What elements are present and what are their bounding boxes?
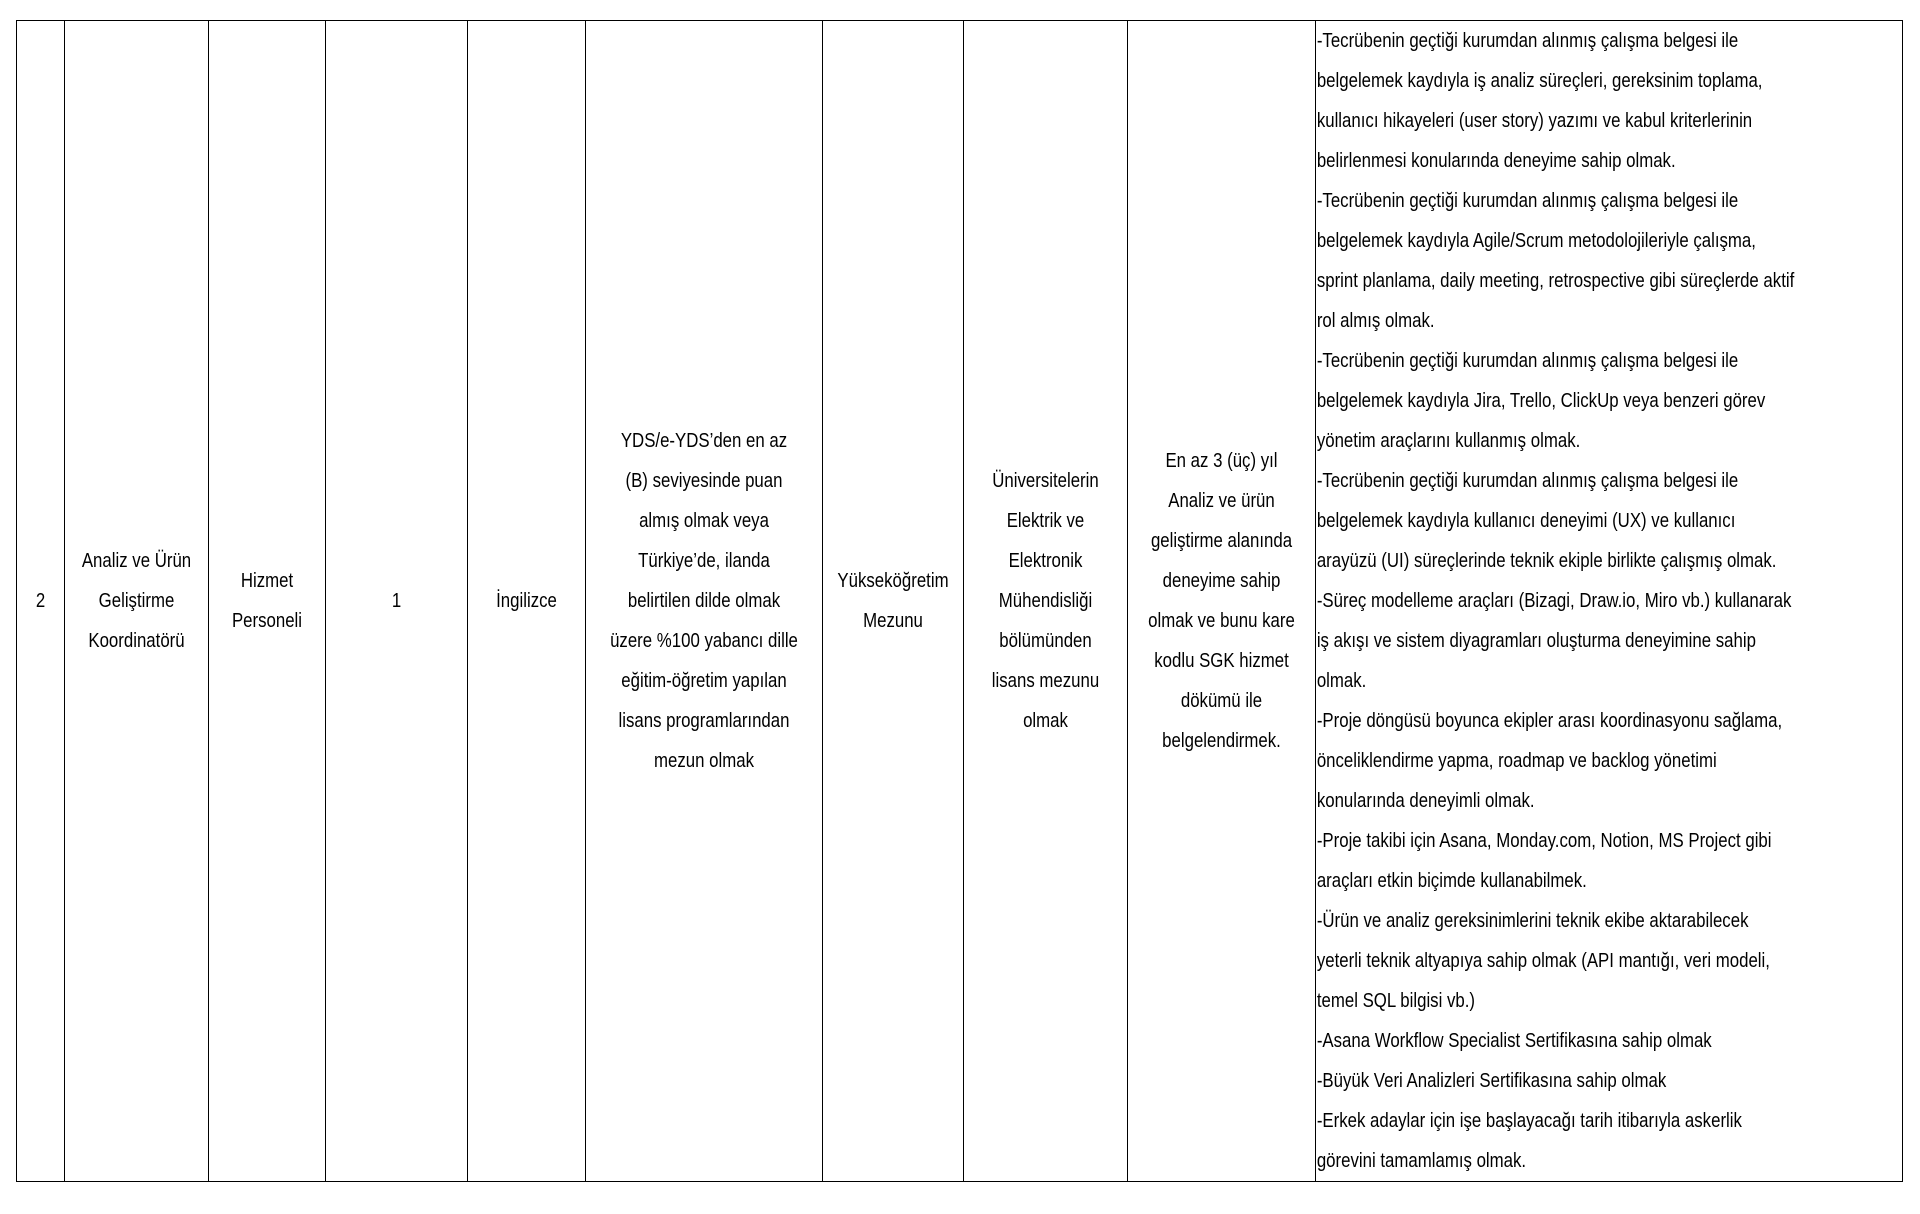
- cell-text-line: -Süreç modelleme araçları (Bizagi, Draw.io, Miro vb.) kullanarak: [1316, 589, 1792, 612]
- cell-text-line: Elektrik ve: [1006, 509, 1085, 532]
- staff-type-cell: [209, 21, 326, 1182]
- position-cell: [65, 21, 209, 1182]
- cell-text-line: Hizmet: [240, 569, 294, 592]
- cell-text-line: YDS/e-YDS’den en az: [620, 429, 788, 452]
- cell-text-line: iş akışı ve sistem diyagramları oluşturma deneyimine sahip: [1316, 629, 1756, 652]
- cell-text-line: olmak ve bunu kare: [1148, 609, 1295, 632]
- cell-text-line: temel SQL bilgisi vb.): [1316, 989, 1476, 1012]
- language: İngilizce: [496, 589, 557, 612]
- language-cell: [468, 21, 586, 1182]
- job-requirements-table: [16, 20, 1903, 1182]
- cell-text-line: Mezunu: [863, 609, 923, 632]
- cell-text-line: -Erkek adaylar için işe başlayacağı tarih itibarıyla askerlik: [1316, 1109, 1742, 1132]
- cell-text-line: mezun olmak: [654, 749, 754, 772]
- cell-text-line: belirtilen dilde olmak: [627, 589, 781, 612]
- cell-text-line: Analiz ve ürün: [1168, 489, 1275, 512]
- cell-text-line: üzere %100 yabancı dille: [610, 629, 798, 652]
- cell-text-line: bölümünden: [999, 629, 1092, 652]
- table-row: [17, 21, 1903, 1182]
- cell-text-line: Türkiye’de, ilanda: [638, 549, 770, 572]
- language-requirement-cell: [586, 21, 823, 1182]
- cell-text-line: belgelemek kaydıyla iş analiz süreçleri, gereksinim toplama,: [1316, 69, 1763, 92]
- cell-text-line: kodlu SGK hizmet: [1154, 649, 1289, 672]
- cell-text-line: konularında deneyimli olmak.: [1316, 789, 1535, 812]
- cell-text-line: Üniversitelerin: [992, 469, 1099, 492]
- row-number: 2: [35, 589, 46, 612]
- cell-text-line: lisans programlarından: [618, 709, 790, 732]
- cell-text-line: rol almış olmak.: [1316, 309, 1435, 332]
- cell-text-line: Mühendisliği: [998, 589, 1093, 612]
- cell-text-line: Personeli: [231, 609, 303, 632]
- count-cell: [326, 21, 468, 1182]
- cell-text-line: belgelemek kaydıyla Agile/Scrum metodolojileriyle çalışma,: [1316, 229, 1756, 252]
- cell-text-line: almış olmak veya: [639, 509, 769, 532]
- cell-text-line: sprint planlama, daily meeting, retrospective gibi süreçlerde aktif: [1316, 269, 1795, 292]
- cell-text-line: -Tecrübenin geçtiği kurumdan alınmış çalışma belgesi ile: [1316, 189, 1739, 212]
- cell-text-line: yönetim araçlarını kullanmış olmak.: [1316, 429, 1581, 452]
- cell-text-line: olmak: [1023, 709, 1068, 732]
- cell-text-line: lisans mezunu: [991, 669, 1100, 692]
- cell-text-line: Elektronik: [1008, 549, 1083, 572]
- cell-text-line: Analiz ve Ürün: [81, 549, 192, 572]
- department-cell: [964, 21, 1128, 1182]
- cell-text-line: Yükseköğretim: [837, 569, 949, 592]
- cell-text-line: araçları etkin biçimde kullanabilmek.: [1316, 869, 1587, 892]
- experience-cell: [1128, 21, 1316, 1182]
- education-level-cell: [823, 21, 964, 1182]
- cell-text-line: arayüzü (UI) süreçlerinde teknik ekiple birlikte çalışmış olmak.: [1316, 549, 1777, 572]
- cell-text-line: -Tecrübenin geçtiği kurumdan alınmış çalışma belgesi ile: [1316, 469, 1739, 492]
- row-number-cell: [17, 21, 65, 1182]
- cell-text-line: belgelemek kaydıyla kullanıcı deneyimi (UX) ve kullanıcı: [1316, 509, 1736, 532]
- cell-text-line: kullanıcı hikayeleri (user story) yazımı ve kabul kriterlerinin: [1316, 109, 1753, 132]
- cell-text-line: yeterli teknik altyapıya sahip olmak (API mantığı, veri modeli,: [1316, 949, 1770, 972]
- cell-text-line: eğitim-öğretim yapılan: [621, 669, 787, 692]
- requirements-cell: [1316, 21, 1903, 1182]
- cell-text-line: -Ürün ve analiz gereksinimlerini teknik ekibe aktarabilecek: [1316, 909, 1749, 932]
- cell-text-line: En az 3 (üç) yıl: [1165, 449, 1278, 472]
- cell-text-line: önceliklendirme yapma, roadmap ve backlog yönetimi: [1316, 749, 1717, 772]
- cell-text-line: -Asana Workflow Specialist Sertifikasına sahip olmak: [1316, 1029, 1712, 1052]
- cell-text-line: dökümü ile: [1180, 689, 1263, 712]
- cell-text-line: -Proje takibi için Asana, Monday.com, Notion, MS Project gibi: [1316, 829, 1772, 852]
- cell-text-line: belgelendirmek.: [1162, 729, 1281, 752]
- cell-text-line: Geliştirme: [98, 589, 175, 612]
- position-count: 1: [391, 589, 402, 612]
- cell-text-line: belirlenmesi konularında deneyime sahip olmak.: [1316, 149, 1676, 172]
- cell-text-line: -Proje döngüsü boyunca ekipler arası koordinasyonu sağlama,: [1316, 709, 1783, 732]
- cell-text-line: deneyime sahip: [1162, 569, 1281, 592]
- cell-text-line: Koordinatörü: [88, 629, 185, 652]
- cell-text-line: olmak.: [1316, 669, 1367, 692]
- cell-text-line: görevini tamamlamış olmak.: [1316, 1149, 1527, 1172]
- cell-text-line: (B) seviyesinde puan: [625, 469, 783, 492]
- cell-text-line: -Tecrübenin geçtiği kurumdan alınmış çalışma belgesi ile: [1316, 349, 1739, 372]
- cell-text-line: -Tecrübenin geçtiği kurumdan alınmış çalışma belgesi ile: [1316, 29, 1739, 52]
- cell-text-line: geliştirme alanında: [1150, 529, 1293, 552]
- cell-text-line: belgelemek kaydıyla Jira, Trello, ClickUp veya benzeri görev: [1316, 389, 1766, 412]
- cell-text-line: -Büyük Veri Analizleri Sertifikasına sahip olmak: [1316, 1069, 1667, 1092]
